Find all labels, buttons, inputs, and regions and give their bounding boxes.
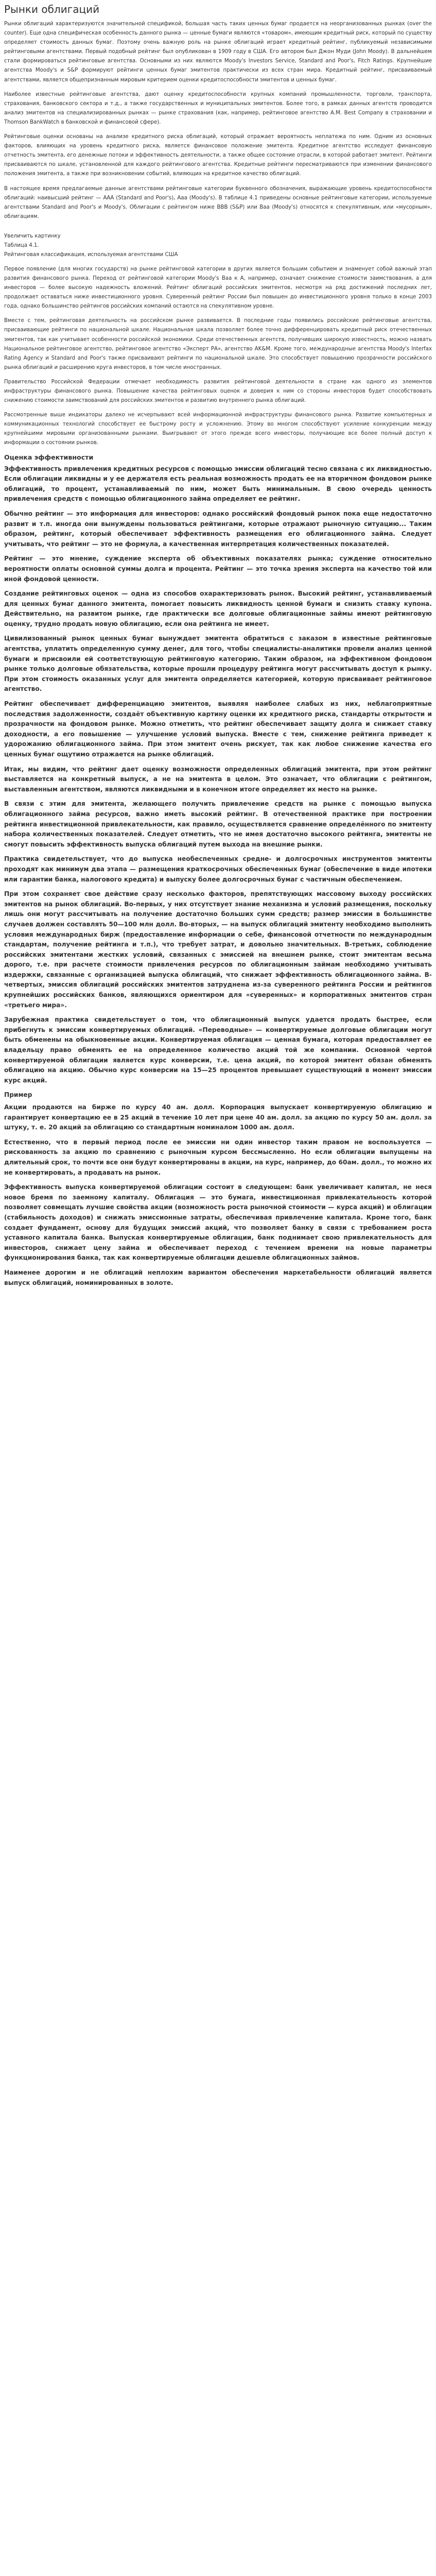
paragraph: Рейтинговые оценки основаны на анализе кредитного риска облигаций, который отражает вероятность неплатежа по ним. Одним из основных факторов, влияющих на уровень кредитного риска, является финансовое положение эмитента. Кредитное агентство исследует финансовую отчетность эмитента, его денежные потоки и эффективность деятельности, а также общее состояние отрасли, в которой работает эмитент. Рейтинги присваиваются по шкале, установленной для каждого рейтингового агентства. Кредитные рейтинги пересматриваются при изменении финансового положения эмитента, а также при возникновении событий, влияющих на кредитное качество облигаций. (4, 134, 432, 177)
paragraph: Эффективность выпуска конвертируемой облигации состоит в следующем: банк увеличивает капитал, не неся новое бремя по заемному капиталу. Облигация — это бумага, инвестиционная привлекательность которой позволяет совмещать лучшие свойства акции (возможность роста рыночной стоимости — курса акций) и облигации (стабильность доходов) и снижать эмиссионные затраты, обеспечивая привлечение капитала. Кроме того, банк создает фундамент, основу для будущих эмиссий акций, что позволяет банку в связи с требованием роста уставного капитала банка. Выпуская конвертируемые облигации, банк поднимает свою привлекательность для инвесторов, снижает цену займа и обеспечивает переход с течением времени на новые параметры функционирования банка, так как конвертируемые облигации дешевле облигационных займов. (4, 1183, 432, 1262)
paragraph: Практика свидетельствует, что до выпуска необеспеченных средне- и долгосрочных инструментов эмитенты проходят как минимум два этапа — размещения краткосрочных обеспеченных бумаг (обеспечение в виде ипотеки или гарантии банка, налогового кредита) и выпуску более долгосрочных бумаг с частичным обеспечением. (4, 855, 432, 883)
page-title: Рынки облигаций (4, 3, 100, 15)
paragraph: Создание рейтинговых оценок — одна из способов охарактеризовать рынок. Высокий рейтинг, устанавливаемый для ценных бумаг данного эмитента, помогает повысить ликвидность ценной бумаги и снизить ставку купона. Действительно, на развитом рынке, где практически все долговые облигационные займы имеют рейтинговую оценку, трудно продать новую облигацию, если она рейтинга не имеет. (4, 590, 432, 628)
paragraph: Эффективность привлечения кредитных ресурсов с помощью эмиссии облигаций тесно связана с их ликвидностью. Если облигации ликвидны и у ее держателя есть реальная возможность продать ее на вторичном фондовом рынке облигаций, то процент, устанавливаемый по ним, может быть минимальным. В свою очередь ценность привлечения средств с помощью облигационного займа определяет ее рейтинг. (4, 465, 432, 503)
paragraph: Рейтинг обеспечивает дифференциацию эмитентов, выявляя наиболее слабых из них, неблагоприятные последствия задолженности, создаёт объективную картину оценки их кредитного риска, стандарты открытости и прозрачности на фондовом рынке. Можно отметить, что рейтинг обеспечивает защиту долга и снижает ставку доходности, а его повышение — улучшение условий выпуска. Вместе с тем, снижение рейтинга приведет к удорожанию облигационного займа. При этом эмитент очень рискует, так как любое снижение качества его ценных бумаг ощутимо отражается на рынке облигаций. (4, 700, 432, 758)
table-number: Таблица 4.1. (4, 242, 39, 248)
paragraph: Зарубежная практика свидетельствует о том, что облигационный выпуск удается продать быстрее, если прибегнуть к эмиссии конвертируемых облигаций. «Переводные» — конвертируемые долговые облигации могут быть обменены на обыкновенные акции. Конвертируемая облигация — ценная бумага, которая предоставляет ее владельцу право обменять ее на определенное количество акций той же компании. Основной чертой конвертируемой облигации является курс конверсии, т.е. цена акций, по которой эмитент обязан обменять облигацию на акцию. Обычно курс конверсии на 15—25 процентов превышает существующий в момент эмиссии курс акций. (4, 1016, 432, 1084)
paragraph: Рейтинг — это мнение, суждение эксперта об объективных показателях рынка; суждение относительно вероятности оплаты основной суммы долга и процента. Рейтинг — это точка зрения эксперта на качество той или иной фондовой ценности. (4, 555, 432, 583)
table-caption: Рейтинговая классификация, используемая агентствами США (4, 251, 178, 258)
efficiency-section (4, 464, 432, 1289)
paragraph: Наименее дорогим и не облигаций неплохим вариантом обеспечения маркетабельности облигаций является выпуск облигаций, номинированных в золоте. (4, 1268, 432, 1286)
section-heading: Оценка эффективности (4, 453, 94, 461)
paragraph: Рынки облигаций характеризуются значительной спецификой, большая часть таких ценных бумаг продается на неорганизованных рынках (over the counter). Еще одна специфическая особенность данного рынка — ценные бумаги являются «товаром», имеющим кредитный риск, который по существу определяет стоимость данных бумаг. Поэтому очень важную роль на рынке облигаций играет кредитный рейтинг, публикуемый независимыми рейтинговыми агентствами. Первый подобный рейтинг был опубликован в 1909 году в США. Его автором был Джон Муди (John Moody). В дальнейшем стали формироваться рейтинговые агентства. Основными из них являются Moody's Investors Service, Standard and Poor's, Fitch Ratings. Крупнейшие агентства Moody's и S&P формируют рейтинги ценных бумаг эмитентов практически из всех стран мира. Кредитный рейтинг, присваиваемый агентствами, является общепризнанным мировым критерием оценки кредитоспособности эмитентов и ценных бумаг. (4, 21, 432, 83)
paragraph: Акции продаются на бирже по курсу 40 ам. долл. Корпорация выпускает конвертируемую облигацию и гарантирует конвертацию ее в 25 акций в течение 10 лет при цене 40 ам. долл. за акцию по курсу 50 ам. долл. за штуку, т. е. 20 акций за облигацию со стандартным номиналом 1000 ам. долл. (4, 1104, 432, 1131)
example-heading: Пример (4, 1091, 32, 1099)
paragraph: В связи с этим для эмитента, желающего получить привлечение средств на рынке с помощью выпуска облигационного займа ресурсов, важно иметь высокий рейтинг. В отечественной практике при построении рейтинга инвестиционной привлекательности, как правило, осуществляется сравнение определённого по эмитенту набора количественных показателей. Следует отметить, что не имея достаточно высокого рейтинга, эмитенты не смогут повысить эффективность выпуска облигаций путем выхода на внешние рынки. (4, 800, 432, 848)
paragraph: Итак, мы видим, что рейтинг дает оценку возможности определенных облигаций эмитента, при этом рейтинг выставляется на конкретный выпуск, а не на эмитента в целом. Это означает, что облигации с рейтингом, выставленным агентством, являются ликвидными и в конечном итоге определяет их место на рынке. (4, 765, 432, 793)
paragraph: Правительство Российской Федерации отмечает необходимость развития рейтинговой деятельности в стране как одного из элементов инфраструктуры финансового рынка. Повышение качества рейтинговых оценок и доверия к ним со стороны инвесторов будет способствовать снижению стоимости заимствований для российских эмитентов и развитию внутреннего рынка облигаций. (4, 379, 432, 404)
paragraph: При этом сохраняет свое действие сразу несколько факторов, препятствующих массовому выходу российских эмитентов на рынок облигаций. Во-первых, у них отсутствует знание механизма и условий размещения, поскольку лишь они могут рассчитывать на получение достаточно больших сумм средств; размер эмиссии в большинстве случаев должен составлять 50—100 млн долл. Во-вторых, — на выпуск облигаций эмитенту необходимо выполнить условия международных бирж (предоставление информации о себе, финансовой отчетности по международным стандартам, получение рейтинга и т.п.), что требует затрат, и довольно значительных. В-третьих, соблюдение российских эмитентами жестких условий, связанных с эмиссией на внешнем рынке, стоит эмитентам весьма дорого, т.е. при расчете стоимости привлечения ресурсов по облигационным займам необходимо учитывать издержки, связанные с организацией выпуска облигаций, что снижает эффективность облигационного займа. В-четвертых, эмиссия облигаций российских эмитентов затруднена из-за суверенного рейтинга России и рейтингов крупнейших российских банков, являющихся ориентиром для «суверенных» и корпоративных эмитентов стран «третьего мира». (4, 890, 432, 1009)
paragraph: Обычно рейтинг — это информация для инвесторов: однако российский фондовый рынок пока еще недостаточно развит и т.п. иногда они вынуждены пользоваться рейтингами, которые отражают рыночную ситуацию... Таким образом, рейтинг, который обеспечивает эффективность размещения его облигационного займа. Следует учитывать, что рейтинг — это не формула, а качественная интерпретация количественных показателей. (4, 510, 432, 548)
article (0, 3, 436, 1288)
intro-section (4, 20, 432, 448)
paragraph: Вместе с тем, рейтинговая деятельность на российском рынке развивается. В последние годы появились российские рейтинговые агентства, присваивающие рейтинги по национальной шкале. Национальная шкала позволяет более точно дифференцировать кредитный риск отечественных эмитентов, так как учитывает особенности российской экономики. Среди отечественных агентств, получивших широкую известность, можно назвать Национальное рейтинговое агентство, рейтинговое агентство «Эксперт РА», агентство AK&M. Кроме того, международные агентства Moody's Interfax Rating Agency и Standard and Poor's также присваивают рейтинги по национальной шкале. Это способствует повышению прозрачности российского рынка облигаций и расширению круга инвесторов, в том числе иностранных. (4, 318, 432, 370)
paragraph: Рассмотренные выше индикаторы далеко не исчерпывают всей информационной инфраструктуры финансового рынка. Развитие компьютерных и коммуникационных технологий способствует ее быстрому росту и усложнению. Этому во многом способствуют усиление конкуренции между крупнейшими мировыми организованными рынками. Выигрывают от этого прежде всего инвесторы, получающие все более полный доступ к информации о состоянии рынков. (4, 412, 432, 446)
paragraph: Первое появление (для многих государств) на рынке рейтинговой категории в других является большим событием и знаменует собой важный этап развития финансового рынка. Переход от рейтинговой категории Moody's Baa к А, например, означает снижение стоимости заимствования, а для инвесторов — более высокую надежность вложений. Рейтинг облигаций российских эмитентов, несмотря на ряд достижений последних лет, продолжает оставаться ниже инвестиционного уровня. Суверенный рейтинг России был повышен до инвестиционного уровня только в конце 2003 года, однако большинство рейтингов российских компаний остаются на спекулятивном уровне. (4, 266, 432, 310)
paragraph: В настоящее время предлагаемые данные агентствами рейтинговые категории буквенного обозначения, выражающие уровень кредитоспособности облигаций: наивысший рейтинг — ААА (Standard and Poor's), Ааа (Moody's). В таблице 4.1 приведены основные рейтинговые категории, используемые агентствами Standard and Poor's и Moody's. Облигации с рейтингом ниже ВВВ (S&P) или Ваа (Moody's) относятся к спекулятивным, или «мусорным», облигациям. (4, 185, 432, 219)
enlarge-image-link[interactable]: Увеличить картинку (4, 233, 61, 239)
paragraph: Цивилизованный рынок ценных бумаг вынуждает эмитента обратиться с заказом в известные рейтинговые агентства, уплатить определенную сумму денег, для того, чтобы специалисты-аналитики провели анализ ценной бумаги и присвоили ей соответствующую рейтинговую категорию. Таким образом, на эффективном фондовом рынке только долговые обязательства, которые прошли процедуру рейтинга могут рассчитывать доступ к рынку. При этом стоимость оказанных услуг для эмитента определяется категорией, которую присваивает рейтинговое агентство. (4, 635, 432, 693)
paragraph: Естественно, что в первый период после ее эмиссии ни один инвестор таким правом не воспользуется — рискованность за акцию по сравнению с рыночным курсом бессмысленно. Но если облигации выпущены на длительный срок, то почти все они будут конвертированы в акции, на курс, например, до 60ам. долл., то можно их не конвертировать, а продавать на рынок. (4, 1138, 432, 1176)
paragraph: Наиболее известные рейтинговые агентства, дают оценку кредитоспособности крупных компаний промышленности, торговли, транспорта, страхования, банковского сектора и т.д., а также государственных и муниципальных эмитентов. Более того, в рамках данных агентств проводится анализ эмитентов на специализированных рынках — рынке страхования (как, например, рейтинговое агентство A.M. Best Company в страховании и Thomson BankWatch в банковской и финансовой сфере). (4, 91, 432, 125)
